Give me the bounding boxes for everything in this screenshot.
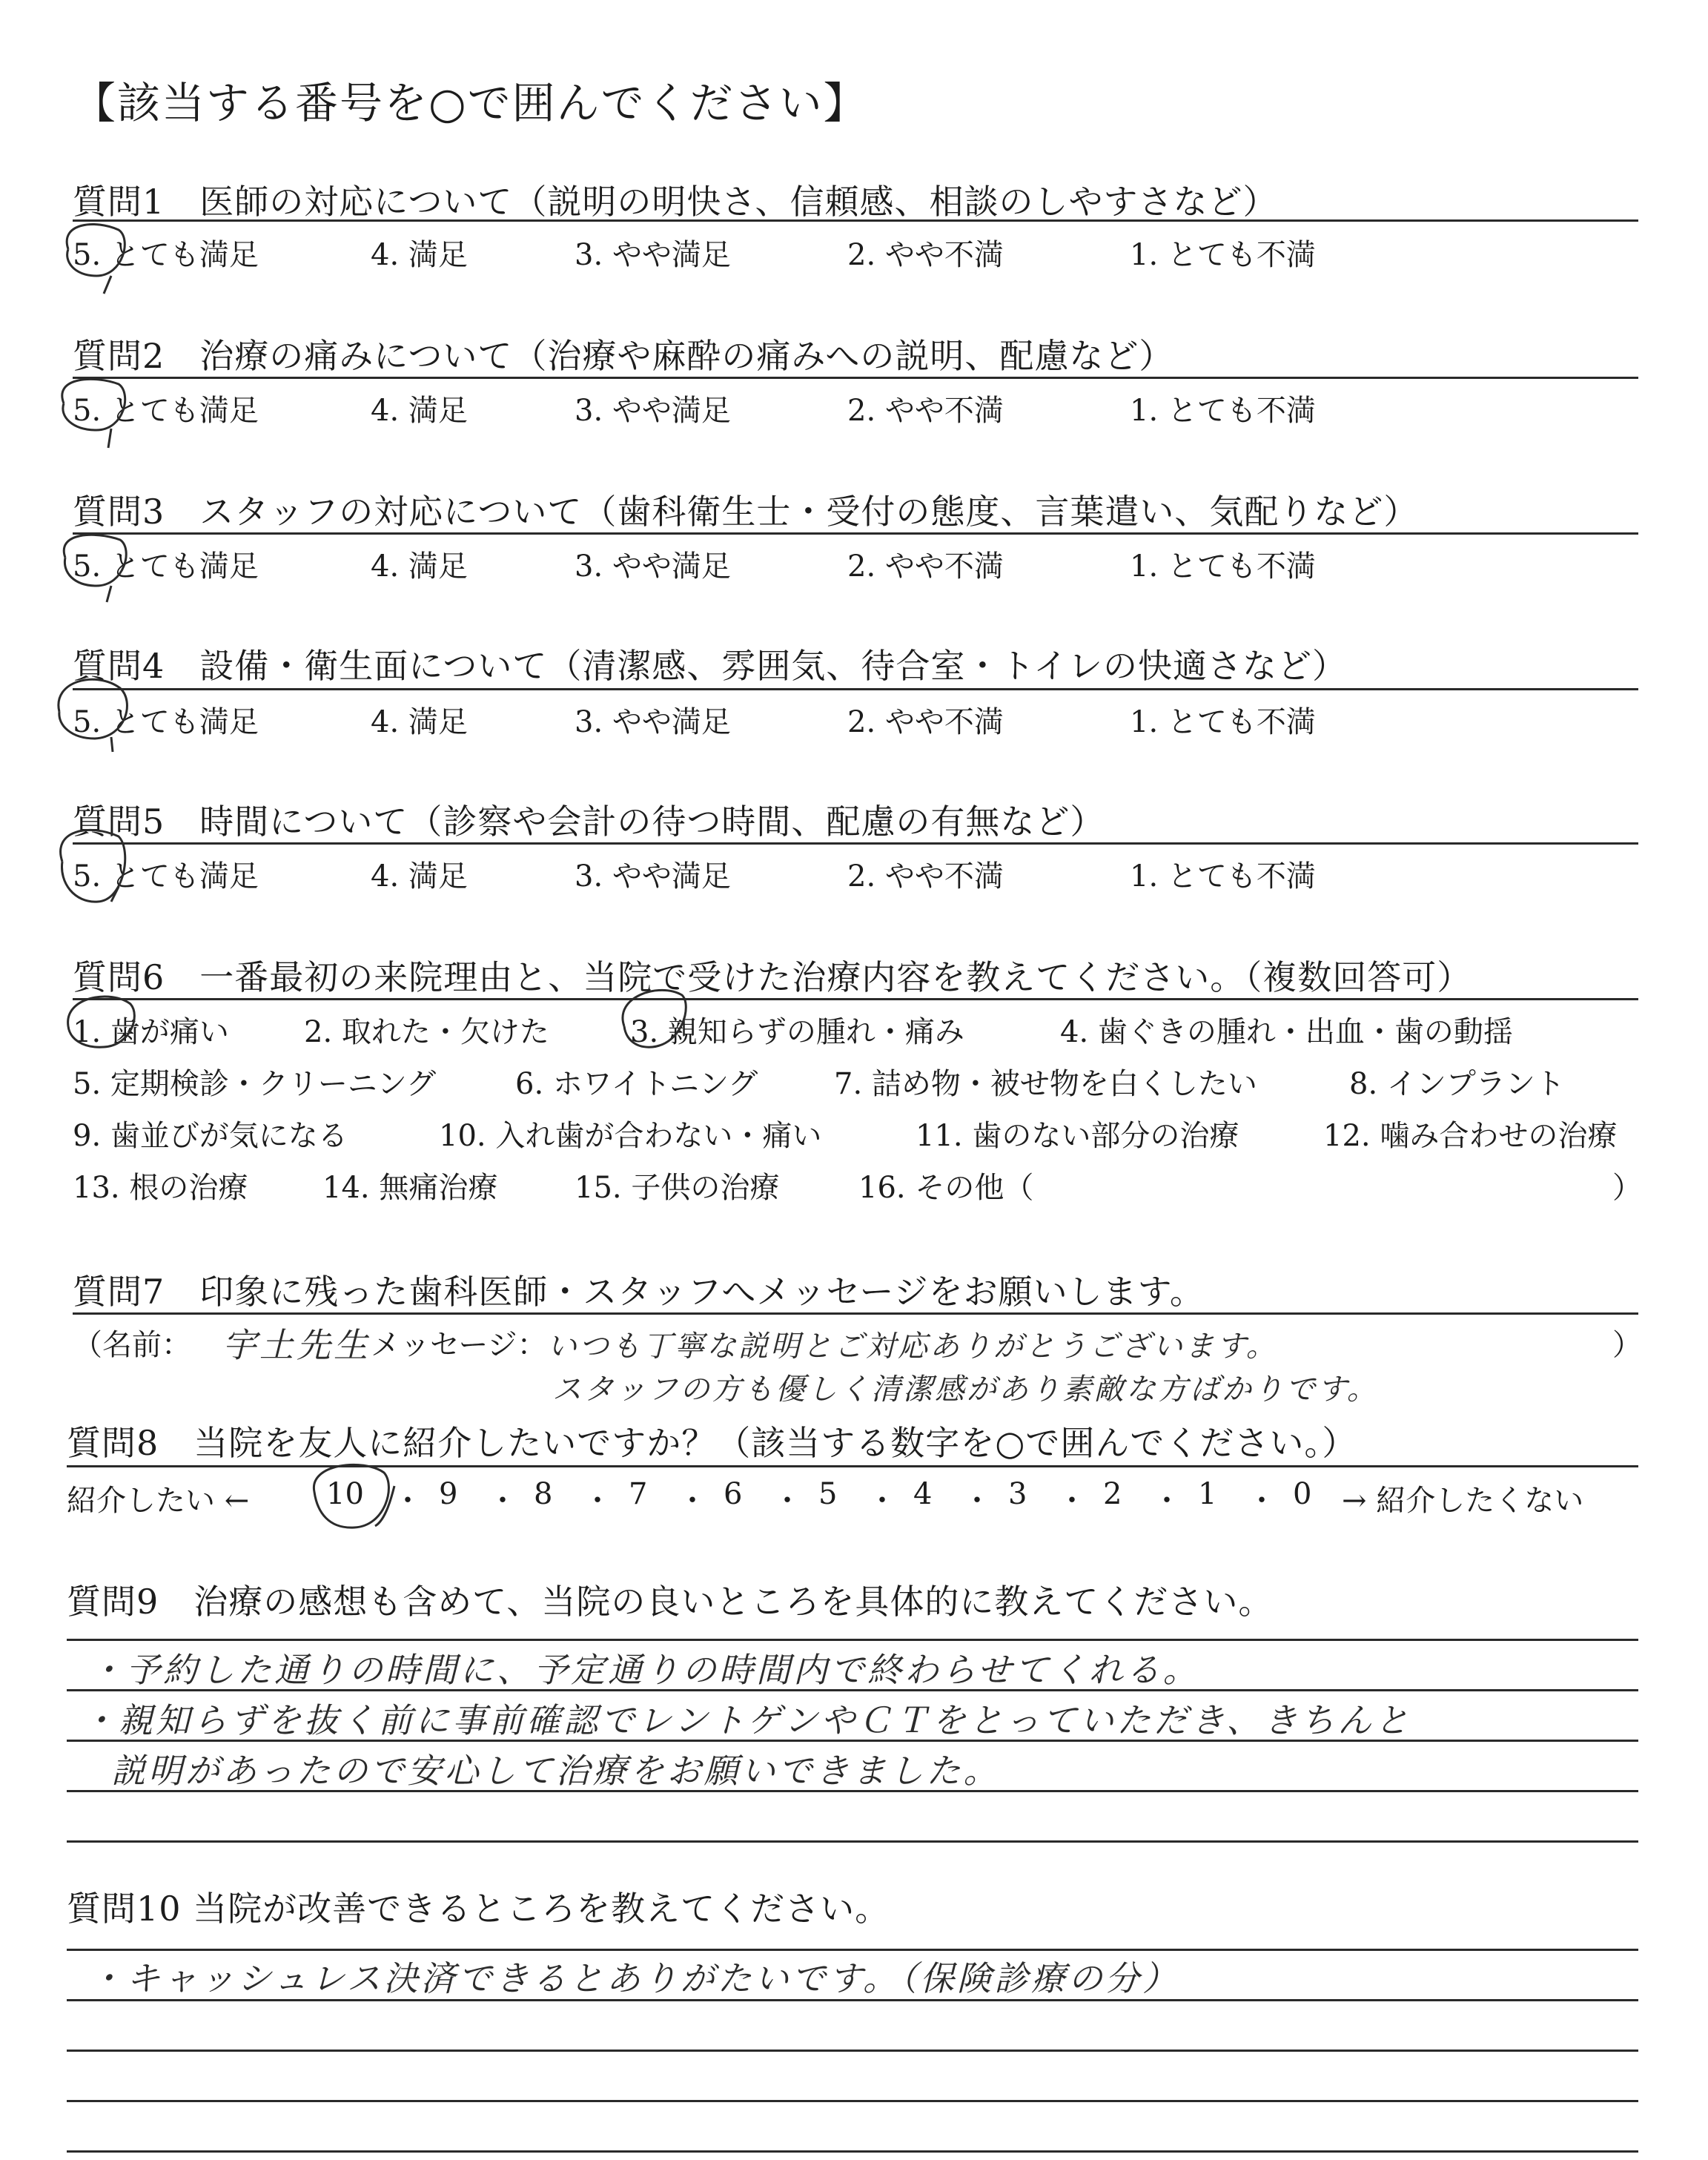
- q4-option-2[interactable]: 2. やや不満: [847, 705, 1004, 739]
- q10-rule-5: [67, 2150, 1638, 2153]
- q5-option-2[interactable]: 2. やや不満: [847, 859, 1004, 894]
- q6-option-14[interactable]: 14. 無痛治療: [322, 1171, 498, 1205]
- q4-option-5[interactable]: 5. とても満足: [73, 705, 259, 739]
- q4-rule: [73, 688, 1638, 690]
- q6-option-8[interactable]: 8. インプラント: [1349, 1067, 1565, 1101]
- q8-scale-5[interactable]: 5: [818, 1477, 838, 1511]
- q8-title: 質問8 当院を友人に紹介したいですか？（該当する数字を○で囲んでください。）: [67, 1423, 1357, 1463]
- q6-option-7[interactable]: 7. 詰め物・被せ物を白くしたい: [834, 1067, 1257, 1101]
- q8-scale-3[interactable]: 3: [1008, 1477, 1027, 1511]
- q8-sep: ・: [1057, 1484, 1087, 1518]
- q8-scale-7[interactable]: 7: [629, 1477, 648, 1511]
- q8-scale-1[interactable]: 1: [1198, 1477, 1217, 1511]
- q1-option-4[interactable]: 4. 満足: [371, 238, 468, 272]
- q8-sep: ・: [678, 1484, 707, 1518]
- q5-option-4[interactable]: 4. 満足: [371, 859, 468, 894]
- q3-rule: [73, 532, 1638, 535]
- q9-rule-1: [67, 1639, 1638, 1641]
- q9-answer-line-2[interactable]: ・親知らずを抜く前に事前確認でレントゲンやＣＴをとっていただき、きちんと: [82, 1700, 1412, 1740]
- q7-rule: [73, 1312, 1638, 1315]
- q1-option-1[interactable]: 1. とても不満: [1130, 238, 1316, 272]
- q3-option-2[interactable]: 2. やや不満: [847, 549, 1004, 584]
- q5-option-3[interactable]: 3. やや満足: [575, 859, 731, 894]
- q4-option-3[interactable]: 3. やや満足: [575, 705, 731, 739]
- q6-option-6[interactable]: 6. ホワイトニング: [515, 1067, 758, 1101]
- q8-rule: [67, 1465, 1638, 1467]
- q6-option-11[interactable]: 11. 歯のない部分の治療: [916, 1119, 1239, 1153]
- q6-option-15[interactable]: 15. 子供の治療: [575, 1171, 780, 1205]
- q3-option-5[interactable]: 5. とても満足: [73, 549, 259, 584]
- q5-option-1[interactable]: 1. とても不満: [1130, 859, 1316, 894]
- q6-option-10[interactable]: 10. 入れ歯が合わない・痛い: [439, 1119, 822, 1153]
- q6-option-5[interactable]: 5. 定期検診・クリーニング: [73, 1067, 437, 1101]
- q8-sep: ・: [488, 1484, 517, 1518]
- q7-message-line-1[interactable]: いつも丁寧な説明とご対応ありがとうございます。: [547, 1330, 1278, 1364]
- q10-title: 質問10 当院が改善できるところを教えてください。: [67, 1889, 890, 1929]
- q5-title: 質問5 時間について（診察や会計の待つ時間、配慮の有無など）: [73, 802, 1105, 842]
- q8-right-label: → 紹介したくない: [1342, 1484, 1584, 1518]
- q6-option-3[interactable]: 3. 親知らずの腫れ・痛み: [630, 1015, 964, 1049]
- q6-other-close-paren: ）: [1612, 1171, 1642, 1205]
- q3-option-1[interactable]: 1. とても不満: [1130, 549, 1316, 584]
- q8-scale-9[interactable]: 9: [439, 1477, 458, 1511]
- q7-title: 質問7 印象に残った歯科医師・スタッフへメッセージをお願いします。: [73, 1272, 1205, 1312]
- q3-option-3[interactable]: 3. やや満足: [575, 549, 731, 584]
- q10-rule-1: [67, 1949, 1638, 1951]
- q8-sep: ・: [393, 1484, 423, 1518]
- q3-option-4[interactable]: 4. 満足: [371, 549, 468, 584]
- q7-message-line-2[interactable]: スタッフの方も優しく清潔感があり素敵な方ばかりです。: [552, 1373, 1379, 1407]
- form-heading: 【該当する番号を○で囲んでください】: [73, 78, 868, 128]
- q10-rule-4: [67, 2100, 1638, 2102]
- q6-option-2[interactable]: 2. 取れた・欠けた: [304, 1015, 549, 1049]
- q7-name-label: （名前：: [73, 1328, 191, 1362]
- q1-option-3[interactable]: 3. やや満足: [575, 238, 731, 272]
- q6-option-16[interactable]: 16. その他（: [858, 1171, 1034, 1205]
- q8-scale-0[interactable]: 0: [1293, 1477, 1312, 1511]
- q1-title: 質問1 医師の対応について（説明の明快さ、信頼感、相談のしやすさなど）: [73, 182, 1278, 222]
- q8-scale-4[interactable]: 4: [913, 1477, 933, 1511]
- q9-rule-5: [67, 1840, 1638, 1843]
- q6-option-13[interactable]: 13. 根の治療: [73, 1171, 248, 1205]
- q6-title: 質問6 一番最初の来院理由と、当院で受けた治療内容を教えてください。（複数回答可）: [73, 957, 1472, 997]
- q8-left-label: 紹介したい ←: [67, 1484, 250, 1518]
- q8-scale-10[interactable]: 10: [326, 1477, 364, 1511]
- q8-scale-8[interactable]: 8: [534, 1477, 553, 1511]
- q8-sep: ・: [867, 1484, 897, 1518]
- q2-rule: [73, 377, 1638, 379]
- q5-rule: [73, 842, 1638, 845]
- q6-rule: [73, 998, 1638, 1000]
- q8-scale-2[interactable]: 2: [1103, 1477, 1122, 1511]
- q6-option-4[interactable]: 4. 歯ぐきの腫れ・出血・歯の動揺: [1060, 1015, 1513, 1049]
- q2-option-1[interactable]: 1. とても不満: [1130, 394, 1316, 428]
- q8-sep: ・: [1152, 1484, 1182, 1518]
- q9-answer-line-3[interactable]: 説明があったので安心して治療をお願いできました。: [111, 1751, 1001, 1791]
- q4-title: 質問4 設備・衛生面について（清潔感、雰囲気、待合室・トイレの快適さなど）: [73, 646, 1348, 686]
- q7-message-label: メッセージ：: [371, 1328, 547, 1362]
- q6-option-9[interactable]: 9. 歯並びが気になる: [73, 1119, 348, 1153]
- q2-title: 質問2 治療の痛みについて（治療や麻酔の痛みへの説明、配慮など）: [73, 336, 1174, 376]
- q9-title: 質問9 治療の感想も含めて、当院の良いところを具体的に教えてください。: [67, 1582, 1274, 1622]
- q7-name-value[interactable]: 宇土先生: [222, 1325, 371, 1365]
- q1-rule: [73, 219, 1638, 222]
- q2-option-2[interactable]: 2. やや不満: [847, 394, 1004, 428]
- q2-option-5[interactable]: 5. とても満足: [73, 394, 259, 428]
- q2-option-3[interactable]: 3. やや満足: [575, 394, 731, 428]
- q8-sep: ・: [772, 1484, 802, 1518]
- q8-sep: ・: [962, 1484, 992, 1518]
- q1-option-5[interactable]: 5. とても満足: [73, 238, 259, 272]
- q3-title: 質問3 スタッフの対応について（歯科衛生士・受付の態度、言葉遣い、気配りなど）: [73, 492, 1419, 532]
- q5-option-5[interactable]: 5. とても満足: [73, 859, 259, 894]
- q4-option-1[interactable]: 1. とても不満: [1130, 705, 1316, 739]
- q10-rule-3: [67, 2050, 1638, 2052]
- q6-option-1[interactable]: 1. 歯が痛い: [73, 1015, 229, 1049]
- q10-answer-line-1[interactable]: ・キャッシュレス決済できるとありがたいです。（保険診療の分）: [89, 1958, 1180, 1998]
- q2-option-4[interactable]: 4. 満足: [371, 394, 468, 428]
- q4-option-4[interactable]: 4. 満足: [371, 705, 468, 739]
- q8-sep: ・: [583, 1484, 612, 1518]
- q8-sep: ・: [1247, 1484, 1277, 1518]
- q7-close-paren: ）: [1612, 1328, 1642, 1362]
- q9-answer-line-1[interactable]: ・予約した通りの時間に、予定通りの時間内で終わらせてくれる。: [89, 1650, 1200, 1690]
- q8-scale-6[interactable]: 6: [724, 1477, 743, 1511]
- q1-option-2[interactable]: 2. やや不満: [847, 238, 1004, 272]
- q6-option-12[interactable]: 12. 噛み合わせの治療: [1323, 1119, 1618, 1153]
